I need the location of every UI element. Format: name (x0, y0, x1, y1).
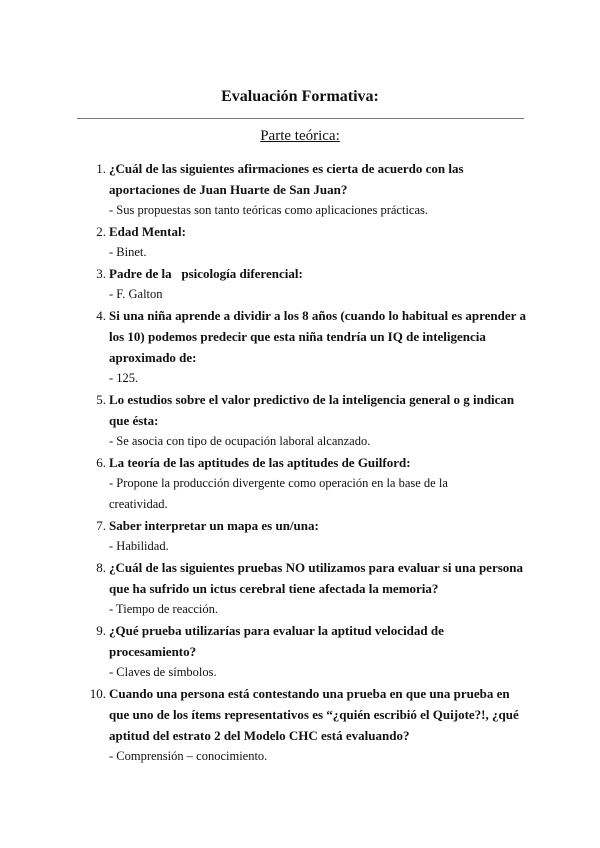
answer-text: - Binet. (109, 245, 147, 259)
question-number: 2. (96, 224, 106, 239)
question-text: Saber interpretar un mapa es un/una: (109, 518, 319, 533)
question-number: 5. (96, 392, 106, 407)
question-number: 6. (96, 455, 106, 470)
answer-text: - 125. (109, 371, 139, 385)
answer-text: - Propone la producción divergente como operación en la base de la creatividad. (109, 476, 448, 511)
question-number: 1. (96, 161, 106, 176)
answer-text: - Claves de símbolos. (109, 665, 217, 679)
question-text: Si una niña aprende a dividir a los 8 años (cuando lo habitual es aprender a los 10) podemos predecir que esta niña tendría un IQ de inteligencia aproximado de: (109, 308, 526, 365)
answer-text: - Tiempo de reacción. (109, 602, 219, 616)
answer-text: - Comprensión – conocimiento. (109, 749, 268, 763)
question-number: 9. (96, 623, 106, 638)
question-text: Lo estudios sobre el valor predictivo de la inteligencia general o g indican que ésta: (109, 392, 515, 428)
title-divider (77, 118, 524, 119)
question-text: Cuando una persona está contestando una prueba en que una prueba en que uno de los ítems representativos es “¿quién escribió el Quijote?!, ¿qué aptitud del estrato 2 del Modelo CHC está evaluando? (109, 686, 519, 743)
question-text: ¿Cuál de las siguientes pruebas NO utilizamos para evaluar si una persona que ha sufrido un ictus cerebral tiene afectada la memoria? (109, 560, 524, 596)
question-text: Edad Mental: (109, 224, 186, 239)
question-text: La teoría de las aptitudes de las aptitudes de Guilford: (109, 455, 411, 470)
question-text: Padre de la psicología diferencial: (109, 266, 303, 281)
question-text: ¿Cuál de las siguientes afirmaciones es cierta de acuerdo con las aportaciones de Juan Huarte de San Juan? (109, 161, 464, 197)
question-text: ¿Qué prueba utilizarías para evaluar la aptitud velocidad de procesamiento? (109, 623, 444, 659)
answer-text: - Habilidad. (109, 539, 169, 553)
question-number: 8. (96, 560, 106, 575)
document-title: Evaluación Formativa: (221, 88, 379, 105)
question-number: 10. (89, 686, 106, 701)
answer-text: - Se asocia con tipo de ocupación laboral alcanzado. (109, 434, 371, 448)
section-heading: Parte teórica: (260, 128, 340, 144)
question-number: 4. (96, 308, 106, 323)
question-number: 7. (96, 518, 106, 533)
answer-text: - Sus propuestas son tanto teóricas como aplicaciones prácticas. (109, 203, 429, 217)
answer-text: - F. Galton (109, 287, 163, 301)
question-number: 3. (96, 266, 106, 281)
